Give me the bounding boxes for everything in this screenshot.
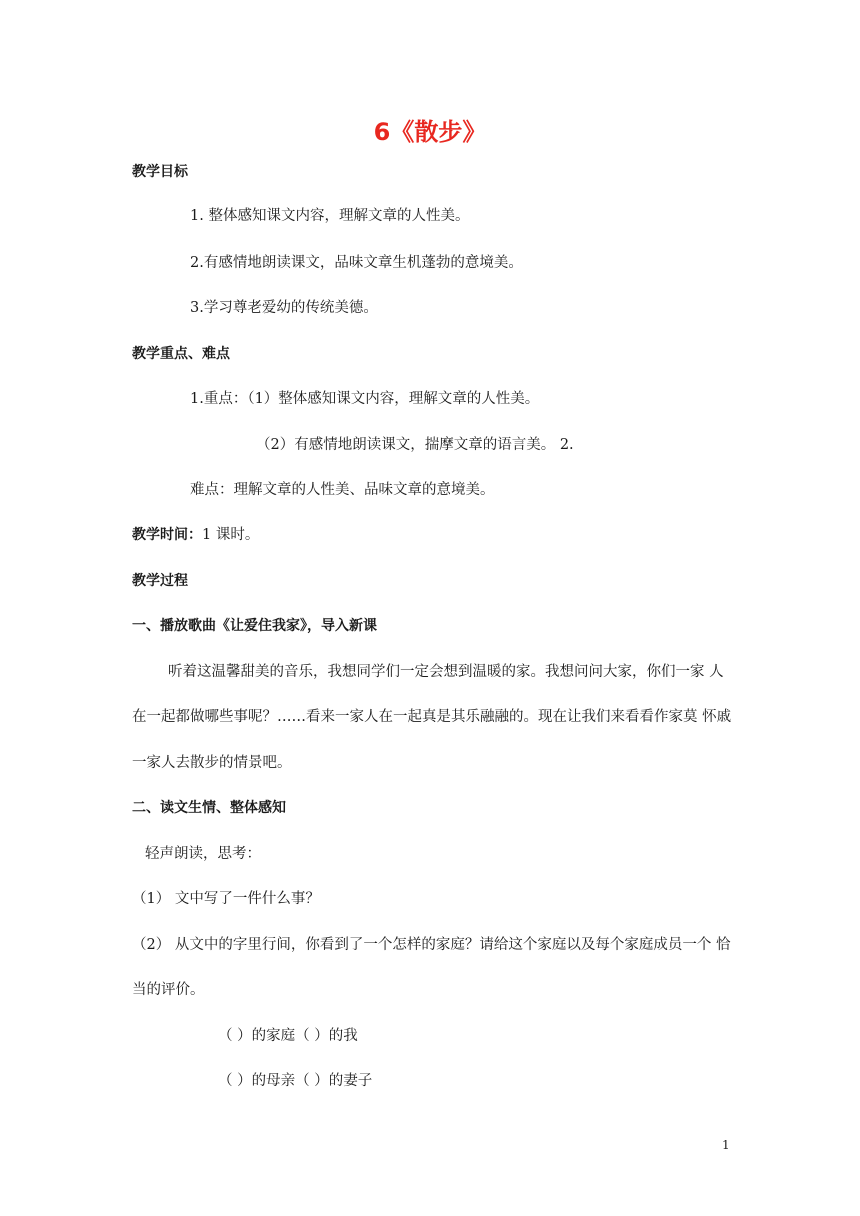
part2-heading: 二、读文生情、整体感知 [132,800,286,816]
key-point-1: 1.重点：（1）整体感知课文内容，理解文章的人性美。 [190,391,540,407]
difficulty: 难点：理解文章的人性美、品味文章的意境美。 [190,482,495,498]
evaluation-blank-row-1: （ ）的家庭（ ）的我 [218,1028,358,1044]
evaluation-blank-row-2: （ ）的母亲（ ）的妻子 [218,1073,373,1089]
question-1: （1） 文中写了一件什么事？ [132,891,320,907]
part1-paragraph-line-2: 在一起都做哪些事呢？……看来一家人在一起真是其乐融融的。现在让我们来看看作家莫 怀戚 [132,709,732,725]
question-2-line-1: （2） 从文中的字里行间，你看到了一个怎样的家庭？请给这个家庭以及每个家庭成员一个 恰 [132,937,731,953]
time-value: 1 课时。 [202,527,260,543]
key-point-2: （2）有感情地朗读课文，揣摩文章的语言美。 2. [256,437,574,453]
goal-1: 1. 整体感知课文内容，理解文章的人性美。 [190,208,470,224]
goal-2: 2.有感情地朗读课文，品味文章生机蓬勃的意境美。 [190,255,523,271]
process-heading: 教学过程 [132,573,188,589]
keypoints-heading: 教学重点、难点 [132,346,230,362]
goals-heading: 教学目标 [132,164,188,180]
time-label: 教学时间： [132,527,202,543]
teaching-time [132,525,259,545]
part1-paragraph-line-1: 听着这温馨甜美的音乐，我想同学们一定会想到温暖的家。我想问问大家，你们一家 人 [168,664,724,680]
document-title: 6《散步》 [373,118,487,146]
part1-heading: 一、播放歌曲《让爱住我家》，导入新课 [132,618,377,634]
question-2-line-2: 当的评价。 [132,982,205,998]
goal-3: 3.学习尊老爱幼的传统美德。 [190,300,378,316]
part1-paragraph-line-3: 一家人去散步的情景吧。 [132,755,292,771]
part2-intro: 轻声朗读，思考： [145,846,261,862]
page-number: 1 [722,1138,730,1152]
